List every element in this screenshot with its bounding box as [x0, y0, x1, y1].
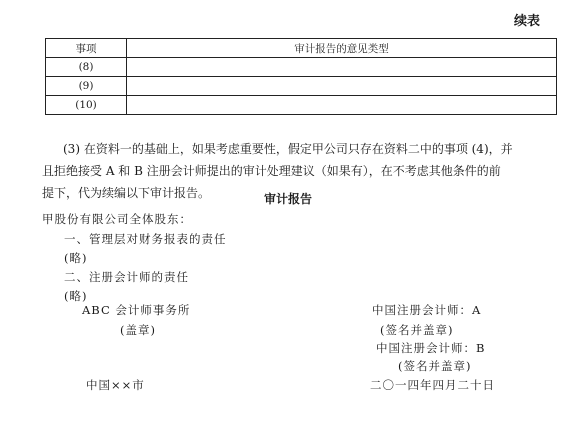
- table-row: [46, 77, 557, 96]
- section2-body: (略): [64, 289, 88, 303]
- firm-name: ABC 会计师事务所: [82, 303, 191, 317]
- table-cell-opinion: [127, 58, 557, 77]
- table-row: [46, 96, 557, 115]
- instruction-line: (3) 在资料一的基础上，如果考虑重要性，假定甲公司只存在资料二中的事项 (4)，并: [63, 142, 513, 156]
- cpa-a-sign: (签名并盖章): [380, 323, 454, 337]
- report-addressee: 甲股份有限公司全体股东：: [42, 212, 192, 226]
- report-date: 二〇一四年四月二十日: [370, 378, 495, 392]
- section1-body: (略): [64, 251, 88, 265]
- cpa-a-line: 中国注册会计师：A: [372, 303, 482, 317]
- table-cell-item: (8): [46, 58, 127, 77]
- table-cell-item: (10): [46, 96, 127, 115]
- opinion-table: [45, 38, 557, 115]
- report-location: 中国××市: [86, 378, 145, 392]
- cpa-b-sign: (签名并盖章): [398, 359, 472, 373]
- section1-heading: 一、管理层对财务报表的责任: [64, 232, 227, 246]
- cpa-b-line: 中国注册会计师：B: [376, 341, 486, 355]
- table-header-row: [46, 39, 557, 58]
- table-cell-item: (9): [46, 77, 127, 96]
- firm-seal: (盖章): [120, 323, 156, 337]
- table-cell-opinion: [127, 96, 557, 115]
- table-row: [46, 58, 557, 77]
- instruction-line: 且拒绝接受 A 和 B 注册会计师提出的审计处理建议（如果有），在不考虑其他条件的前: [42, 164, 501, 178]
- column-header-item: 事项: [46, 39, 127, 58]
- column-header-opinion: 审计报告的意见类型: [127, 39, 557, 58]
- table-cell-opinion: [127, 77, 557, 96]
- section2-heading: 二、注册会计师的责任: [64, 270, 189, 284]
- report-title: 审计报告: [263, 192, 312, 206]
- continued-label: 续表: [513, 14, 540, 29]
- instruction-line: 提下，代为续编以下审计报告。: [42, 186, 211, 200]
